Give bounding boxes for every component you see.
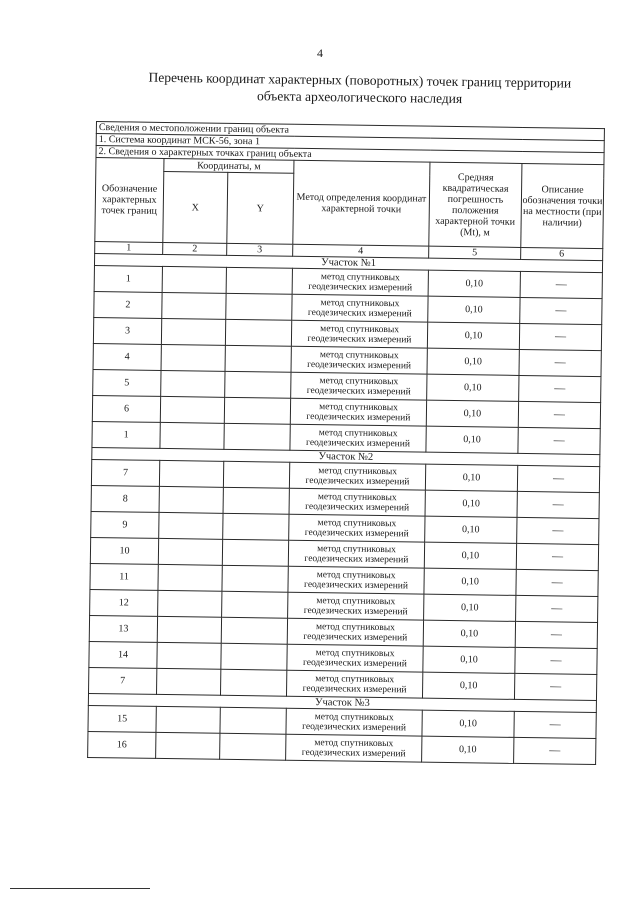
y-coordinate-cell bbox=[223, 513, 289, 540]
point-cell: 14 bbox=[89, 641, 157, 668]
y-coordinate-cell bbox=[224, 397, 290, 424]
x-coordinate-cell bbox=[161, 344, 225, 371]
point-cell: 1 bbox=[94, 265, 162, 292]
x-coordinate-cell bbox=[157, 642, 221, 669]
description-cell: — bbox=[519, 349, 601, 376]
header-coordinates: Координаты, м bbox=[164, 158, 294, 173]
section-title: Участок №2 bbox=[92, 447, 600, 466]
x-coordinate-cell bbox=[158, 564, 222, 591]
point-cell: 10 bbox=[90, 537, 158, 564]
x-coordinate-cell bbox=[162, 266, 226, 293]
x-coordinate-cell bbox=[159, 460, 223, 487]
point-cell: 6 bbox=[92, 395, 160, 422]
description-cell: — bbox=[514, 711, 596, 738]
description-cell: — bbox=[518, 427, 600, 454]
point-cell: 11 bbox=[90, 563, 158, 590]
accuracy-cell: 0,10 bbox=[424, 542, 516, 569]
y-coordinate-cell bbox=[225, 371, 291, 398]
point-cell: 7 bbox=[91, 459, 159, 486]
y-coordinate-cell bbox=[226, 293, 292, 320]
method-cell: метод спутниковых геодезических измерений bbox=[289, 462, 425, 490]
point-cell: 15 bbox=[88, 705, 156, 732]
method-cell: метод спутниковых геодезических измерений bbox=[288, 566, 424, 594]
description-cell: — bbox=[519, 323, 601, 350]
accuracy-cell: 0,10 bbox=[424, 568, 516, 595]
point-cell: 5 bbox=[93, 369, 161, 396]
x-coordinate-cell bbox=[156, 706, 220, 733]
accuracy-cell: 0,10 bbox=[427, 322, 519, 349]
description-cell: — bbox=[517, 517, 599, 544]
description-cell: — bbox=[516, 543, 598, 570]
method-cell: метод спутниковых геодезических измерений bbox=[291, 320, 427, 348]
point-cell: 8 bbox=[91, 485, 159, 512]
header-accuracy: Средняя квадратическая погрешность положения характерной точки (Mt), м bbox=[429, 162, 522, 247]
method-cell: метод спутниковых геодезических измерений bbox=[286, 670, 422, 698]
point-cell: 9 bbox=[91, 511, 159, 538]
x-coordinate-cell bbox=[160, 422, 224, 449]
description-cell: — bbox=[514, 737, 596, 764]
y-coordinate-cell bbox=[220, 707, 286, 734]
x-coordinate-cell bbox=[159, 512, 223, 539]
method-cell: метод спутниковых геодезических измерений bbox=[287, 618, 423, 646]
y-coordinate-cell bbox=[222, 565, 288, 592]
point-cell: 12 bbox=[90, 589, 158, 616]
accuracy-cell: 0,10 bbox=[428, 270, 520, 297]
x-coordinate-cell bbox=[158, 590, 222, 617]
section-title: Участок №1 bbox=[94, 253, 602, 272]
column-number: 2 bbox=[163, 242, 227, 255]
title-line-2: объекта археологического наследия bbox=[256, 88, 463, 107]
method-cell: метод спутниковых геодезических измерений bbox=[288, 592, 424, 620]
x-coordinate-cell bbox=[161, 370, 225, 397]
header-x: X bbox=[163, 171, 228, 243]
accuracy-cell: 0,10 bbox=[428, 296, 520, 323]
point-cell: 3 bbox=[93, 317, 161, 344]
accuracy-cell: 0,10 bbox=[423, 646, 515, 673]
description-cell: — bbox=[517, 465, 599, 492]
description-cell: — bbox=[516, 595, 598, 622]
header-point-designation: Обозначение характерных точек границ bbox=[95, 158, 164, 243]
description-cell: — bbox=[515, 647, 597, 674]
coord-system-cell: 1. Система координат МСК-56, зона 1 bbox=[96, 134, 604, 153]
accuracy-cell: 0,10 bbox=[424, 594, 516, 621]
document-title bbox=[100, 68, 620, 109]
method-cell: метод спутниковых геодезических измерений bbox=[286, 734, 422, 762]
description-cell: — bbox=[514, 673, 596, 700]
coordinates-table bbox=[87, 121, 605, 765]
point-cell: 1 bbox=[92, 421, 160, 448]
footnote-divider bbox=[10, 888, 150, 889]
accuracy-cell: 0,10 bbox=[422, 710, 514, 737]
section-header-cell: Сведения о местоположении границ объекта bbox=[96, 122, 604, 141]
description-cell: — bbox=[516, 569, 598, 596]
y-coordinate-cell bbox=[222, 591, 288, 618]
y-coordinate-cell bbox=[221, 643, 287, 670]
x-coordinate-cell bbox=[160, 396, 224, 423]
column-number: 5 bbox=[429, 246, 521, 259]
accuracy-cell: 0,10 bbox=[425, 490, 517, 517]
x-coordinate-cell bbox=[158, 538, 222, 565]
method-cell: метод спутниковых геодезических измерений bbox=[290, 398, 426, 426]
title-line-1: Перечень координат характерных (поворотных) точек границ территории bbox=[148, 69, 572, 91]
y-coordinate-cell bbox=[224, 423, 290, 450]
description-cell: — bbox=[518, 401, 600, 428]
x-coordinate-cell bbox=[156, 668, 220, 695]
method-cell: метод спутниковых геодезических измерений bbox=[286, 708, 422, 736]
accuracy-cell: 0,10 bbox=[425, 464, 517, 491]
accuracy-cell: 0,10 bbox=[426, 400, 518, 427]
x-coordinate-cell bbox=[157, 616, 221, 643]
x-coordinate-cell bbox=[162, 292, 226, 319]
method-cell: метод спутниковых геодезических измерений bbox=[291, 346, 427, 374]
method-cell: метод спутниковых геодезических измерений bbox=[292, 268, 428, 296]
header-method: Метод определения координат характерной точки bbox=[293, 160, 430, 246]
x-coordinate-cell bbox=[161, 318, 225, 345]
accuracy-cell: 0,10 bbox=[427, 348, 519, 375]
accuracy-cell: 0,10 bbox=[426, 426, 518, 453]
y-coordinate-cell bbox=[220, 733, 286, 760]
column-number: 6 bbox=[521, 247, 603, 260]
accuracy-cell: 0,10 bbox=[422, 736, 514, 763]
x-coordinate-cell bbox=[159, 486, 223, 513]
coordinates-table-container bbox=[87, 121, 604, 765]
accuracy-cell: 0,10 bbox=[427, 374, 519, 401]
header-description: Описание обозначения точки на местности (при наличии) bbox=[521, 163, 604, 248]
method-cell: метод спутниковых геодезических измерений bbox=[288, 540, 424, 568]
header-y: Y bbox=[227, 172, 294, 244]
point-cell: 7 bbox=[89, 667, 157, 694]
column-number: 4 bbox=[293, 244, 429, 258]
y-coordinate-cell bbox=[222, 539, 288, 566]
method-cell: метод спутниковых геодезических измерений bbox=[287, 644, 423, 672]
method-cell: метод спутниковых геодезических измерений bbox=[292, 294, 428, 322]
method-cell: метод спутниковых геодезических измерений bbox=[290, 424, 426, 452]
y-coordinate-cell bbox=[226, 267, 292, 294]
column-number: 1 bbox=[95, 241, 163, 254]
y-coordinate-cell bbox=[225, 345, 291, 372]
y-coordinate-cell bbox=[223, 461, 289, 488]
y-coordinate-cell bbox=[225, 319, 291, 346]
point-cell: 13 bbox=[89, 615, 157, 642]
y-coordinate-cell bbox=[223, 487, 289, 514]
description-cell: — bbox=[520, 271, 602, 298]
point-cell: 4 bbox=[93, 343, 161, 370]
description-cell: — bbox=[515, 621, 597, 648]
point-cell: 2 bbox=[94, 291, 162, 318]
accuracy-cell: 0,10 bbox=[423, 620, 515, 647]
section-title: Участок №3 bbox=[88, 693, 596, 712]
y-coordinate-cell bbox=[221, 617, 287, 644]
accuracy-cell: 0,10 bbox=[422, 672, 514, 699]
method-cell: метод спутниковых геодезических измерений bbox=[289, 488, 425, 516]
x-coordinate-cell bbox=[156, 732, 220, 759]
point-cell: 16 bbox=[88, 731, 156, 758]
description-cell: — bbox=[517, 491, 599, 518]
column-number: 3 bbox=[227, 243, 293, 256]
description-cell: — bbox=[520, 297, 602, 324]
page-number: 4 bbox=[317, 46, 323, 60]
y-coordinate-cell bbox=[220, 669, 286, 696]
method-cell: метод спутниковых геодезических измерений bbox=[291, 372, 427, 400]
accuracy-cell: 0,10 bbox=[425, 516, 517, 543]
method-cell: метод спутниковых геодезических измерений bbox=[289, 514, 425, 542]
description-cell: — bbox=[519, 375, 601, 402]
points-header-cell: 2. Сведения о характерных точках границ объекта bbox=[96, 146, 604, 165]
